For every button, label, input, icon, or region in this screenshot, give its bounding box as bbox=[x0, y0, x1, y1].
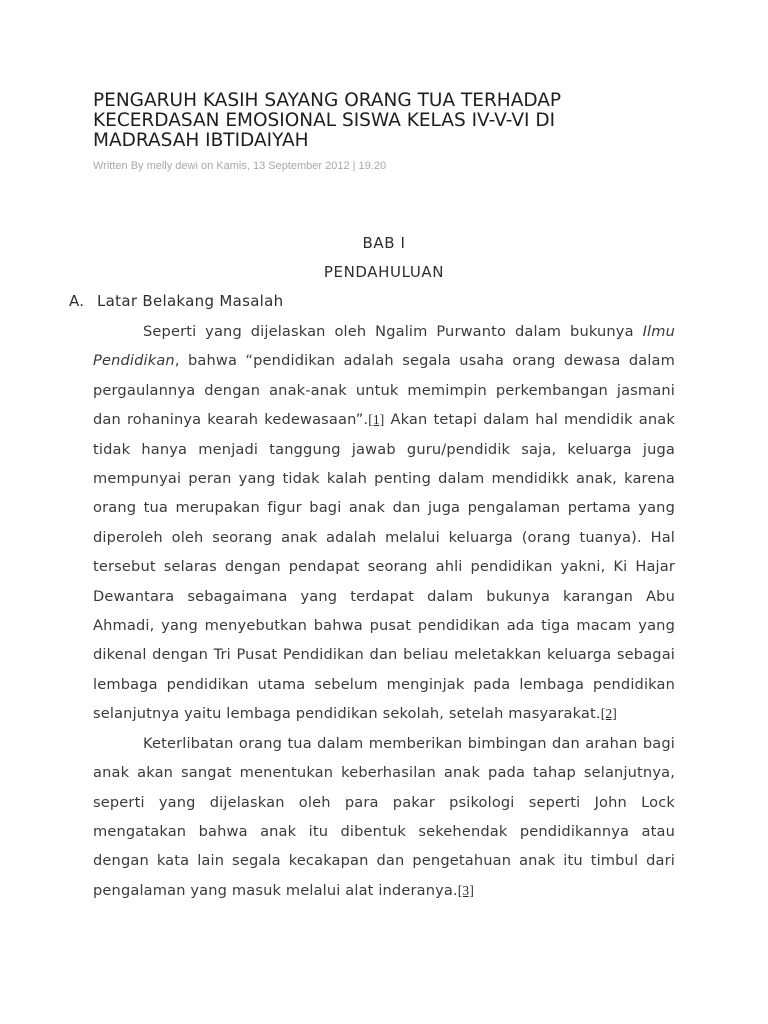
footnote-link-3[interactable]: [3] bbox=[457, 882, 474, 898]
section-title: Latar Belakang Masalah bbox=[97, 292, 284, 310]
paragraph-1 bbox=[93, 317, 675, 729]
footnote-link-1[interactable]: [1] bbox=[368, 412, 385, 428]
footnote-link-2[interactable]: [2] bbox=[600, 706, 617, 722]
paragraph-1-text-a: Seperti yang dijelaskan oleh Ngalim Purwanto dalam bukunya bbox=[143, 323, 643, 340]
article-title: PENGARUH KASIH SAYANG ORANG TUA TERHADAP KECERDASAN EMOSIONAL SISWA KELAS IV-V-VI DI MADRASAH IBTIDAIYAH bbox=[93, 90, 562, 151]
chapter-name: PENDAHULUAN bbox=[323, 263, 445, 281]
paragraph-1-text-b: , bahwa “pendidikan adalah segala usaha orang dewasa dalam pergaulannya dengan anak-anak untuk memimpin perkembangan jasmani dan rohaninya kearah kedewasaan”. bbox=[93, 352, 675, 429]
chapter-number: BAB I bbox=[362, 234, 406, 252]
section-heading bbox=[69, 292, 283, 310]
paragraph-2 bbox=[93, 729, 675, 905]
article-body bbox=[93, 317, 675, 905]
paragraph-1-text-c: Akan tetapi dalam hal mendidik anak tidak hanya menjadi tanggung jawab guru/pendidik saja, keluarga juga mempunyai peran yang tidak kalah penting dalam mendidikk anak, karena orang tua merupakan figur bagi anak dan juga pengalaman pertama yang diperoleh oleh seorang anak adalah melalui keluarga (orang tuanya). Hal tersebut selaras dengan pendapat seorang ahli pendidikan yakni, Ki Hajar Dewantara sebagaimana yang terdapat dalam bukunya karangan Abu Ahmadi, yang menyebutkan bahwa pusat pendidikan ada tiga macam yang dikenal dengan Tri Pusat Pendidikan dan beliau meletakkan keluarga sebagai lembaga pendidikan utama sebelum menginjak pada lembaga pendidikan selanjutnya yaitu lembaga pendidikan sekolah, setelah masyarakat. bbox=[93, 411, 675, 723]
book-title: Ilmu Pendidikan bbox=[93, 323, 675, 370]
section-letter: A. bbox=[69, 292, 85, 310]
article-byline: Written By melly dewi on Kamis, 13 September 2012 | 19.20 bbox=[93, 160, 387, 172]
paragraph-2-text: Keterlibatan orang tua dalam memberikan bimbingan dan arahan bagi anak akan sangat menentukan keberhasilan anak pada tahap selanjutnya, seperti yang dijelaskan oleh para pakar psikologi seperti John Lock mengatakan bahwa anak itu dibentuk sekehendak pendidikannya atau dengan kata lain segala kecakapan dan pengetahuan anak itu timbul dari pengalaman yang masuk melalui alat inderanya. bbox=[93, 734, 675, 899]
